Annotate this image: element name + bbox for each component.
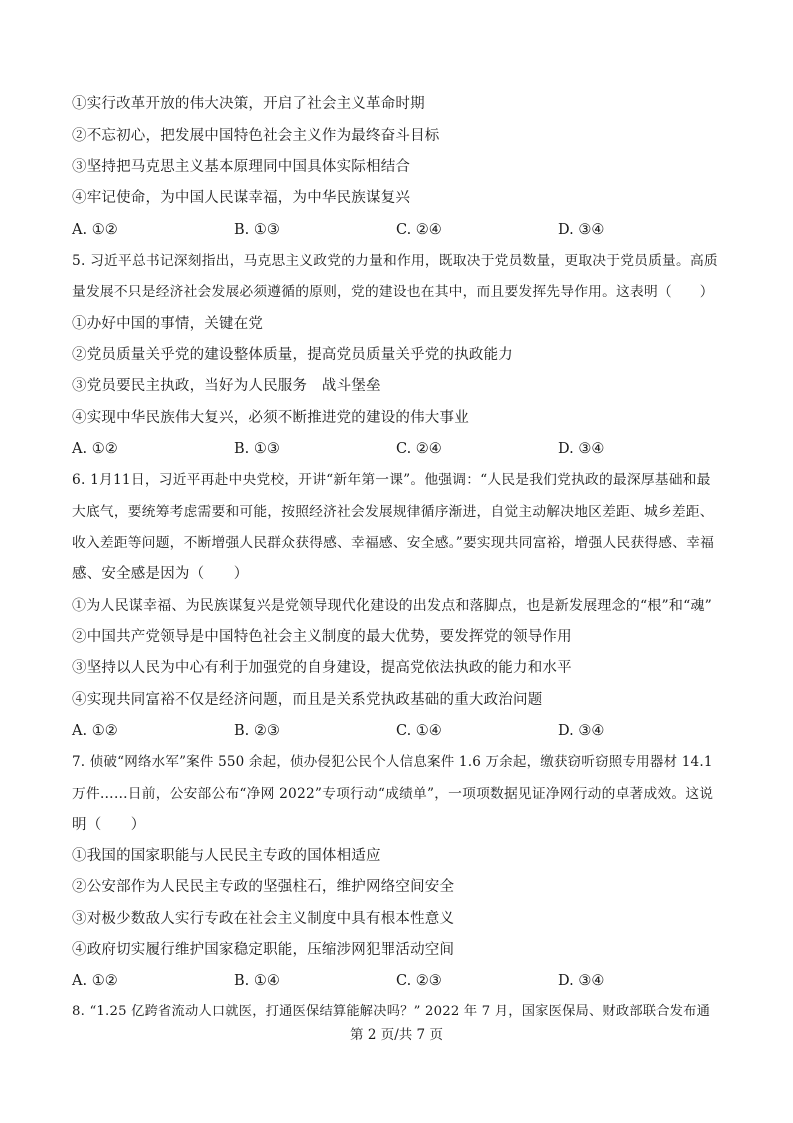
q4-option-a: A. ①②: [72, 222, 118, 238]
q6-stem-line-3: 收入差距等问题，不断增强人民群众获得感、幸福感、安全感。”要实现共同富裕，增强人民获得感、幸福: [72, 535, 715, 551]
q4-option-b: B. ①③: [234, 222, 280, 238]
q4-option-c: C. ②④: [396, 222, 442, 238]
q5-statement-3: ③党员要民主执政，当好为人民服务 战斗堡垒: [72, 378, 381, 394]
q4-statement-1: ①实行改革开放的伟大决策，开启了社会主义革命时期: [72, 96, 425, 112]
q7-option-a: A. ①②: [72, 973, 118, 989]
q5-options: [72, 439, 732, 459]
q7-statement-3: ③对极少数敌人实行专政在社会主义制度中具有根本性意义: [72, 911, 455, 927]
q6-stem-line-1: 6. 1月11日，习近平再赴中央党校，开讲“新年第一课”。他强调：“人民是我们党执政的最深厚基础和最: [72, 472, 711, 488]
q4-option-d: D. ③④: [558, 222, 605, 238]
q6-option-c: C. ①④: [396, 723, 442, 739]
q6-option-d: D. ③④: [558, 723, 605, 739]
q6-stem-line-4: 感、安全感是因为（ ）: [72, 566, 249, 582]
q4-statement-4: ④牢记使命，为中国人民谋幸福，为中华民族谋复兴: [72, 190, 411, 206]
q4-options: [72, 220, 732, 240]
q6-options: [72, 721, 732, 741]
q6-option-b: B. ②③: [234, 723, 280, 739]
q8-stem-line-1: 8. “1.25 亿跨省流动人口就医，打通医保结算能解决吗？” 2022 年 7 月，国家医保局、财政部联合发布通: [72, 1004, 711, 1019]
q5-option-c: C. ②④: [396, 441, 442, 457]
q7-statement-2: ②公安部作为人民民主专政的坚强柱石，维护网络空间安全: [72, 879, 455, 895]
q5-statement-1: ①办好中国的事情，关键在党: [72, 316, 264, 332]
q4-statement-2: ②不忘初心，把发展中国特色社会主义作为最终奋斗目标: [72, 128, 440, 144]
q7-options: [72, 971, 732, 991]
q6-option-a: A. ①②: [72, 723, 118, 739]
q5-statement-2: ②党员质量关乎党的建设整体质量，提高党员质量关乎党的执政能力: [72, 347, 513, 363]
q7-option-c: C. ②③: [396, 973, 442, 989]
q5-stem-line-1: 5. 习近平总书记深刻指出，马克思主义政党的力量和作用，既取决于党员数量，更取决于党员质量。高质: [72, 253, 718, 269]
q7-statement-4: ④政府切实履行维护国家稳定职能，压缩涉网犯罪活动空间: [72, 942, 455, 958]
page-number: 第 2 页/共 7 页: [350, 1027, 443, 1043]
q7-stem-line-3: 明（ ）: [72, 817, 146, 833]
q5-stem-line-2: 量发展不只是经济社会发展必须遵循的原则，党的建设也在其中，而且要发挥先导作用。这表明（ ）: [72, 284, 714, 300]
q7-stem-line-1: 7. 侦破“网络水军”案件 550 余起，侦办侵犯公民个人信息案件 1.6 万余起，缴获窃听窃照专用器材 14.1: [72, 754, 713, 770]
q6-statement-1: ①为人民谋幸福、为民族谋复兴是党领导现代化建设的出发点和落脚点，也是新发展理念的“根”和“魂”: [72, 598, 713, 614]
q4-statement-3: ③坚持把马克思主义基本原理同中国具体实际相结合: [72, 159, 411, 175]
q7-option-b: B. ①④: [234, 973, 280, 989]
q6-stem-line-2: 大底气，要统筹考虑需要和可能，按照经济社会发展规律循序渐进，自觉主动解决地区差距、城乡差距、: [72, 504, 714, 520]
q5-option-b: B. ①③: [234, 441, 280, 457]
q7-option-d: D. ③④: [558, 973, 605, 989]
q7-statement-1: ①我国的国家职能与人民民主专政的国体相适应: [72, 848, 381, 864]
q5-statement-4: ④实现中华民族伟大复兴，必须不断推进党的建设的伟大事业: [72, 410, 469, 426]
q6-statement-2: ②中国共产党领导是中国特色社会主义制度的最大优势，要发挥党的领导作用: [72, 629, 572, 645]
q6-statement-3: ③坚持以人民为中心有利于加强党的自身建设，提高党依法执政的能力和水平: [72, 660, 572, 676]
q5-option-d: D. ③④: [558, 441, 605, 457]
q6-statement-4: ④实现共同富裕不仅是经济问题，而且是关系党执政基础的重大政治问题: [72, 692, 543, 708]
q7-stem-line-2: 万件……日前，公安部公布“净网 2022”专项行动“成绩单”，一项项数据见证净网行动的卓著成效。这说: [72, 786, 714, 802]
q5-option-a: A. ①②: [72, 441, 118, 457]
